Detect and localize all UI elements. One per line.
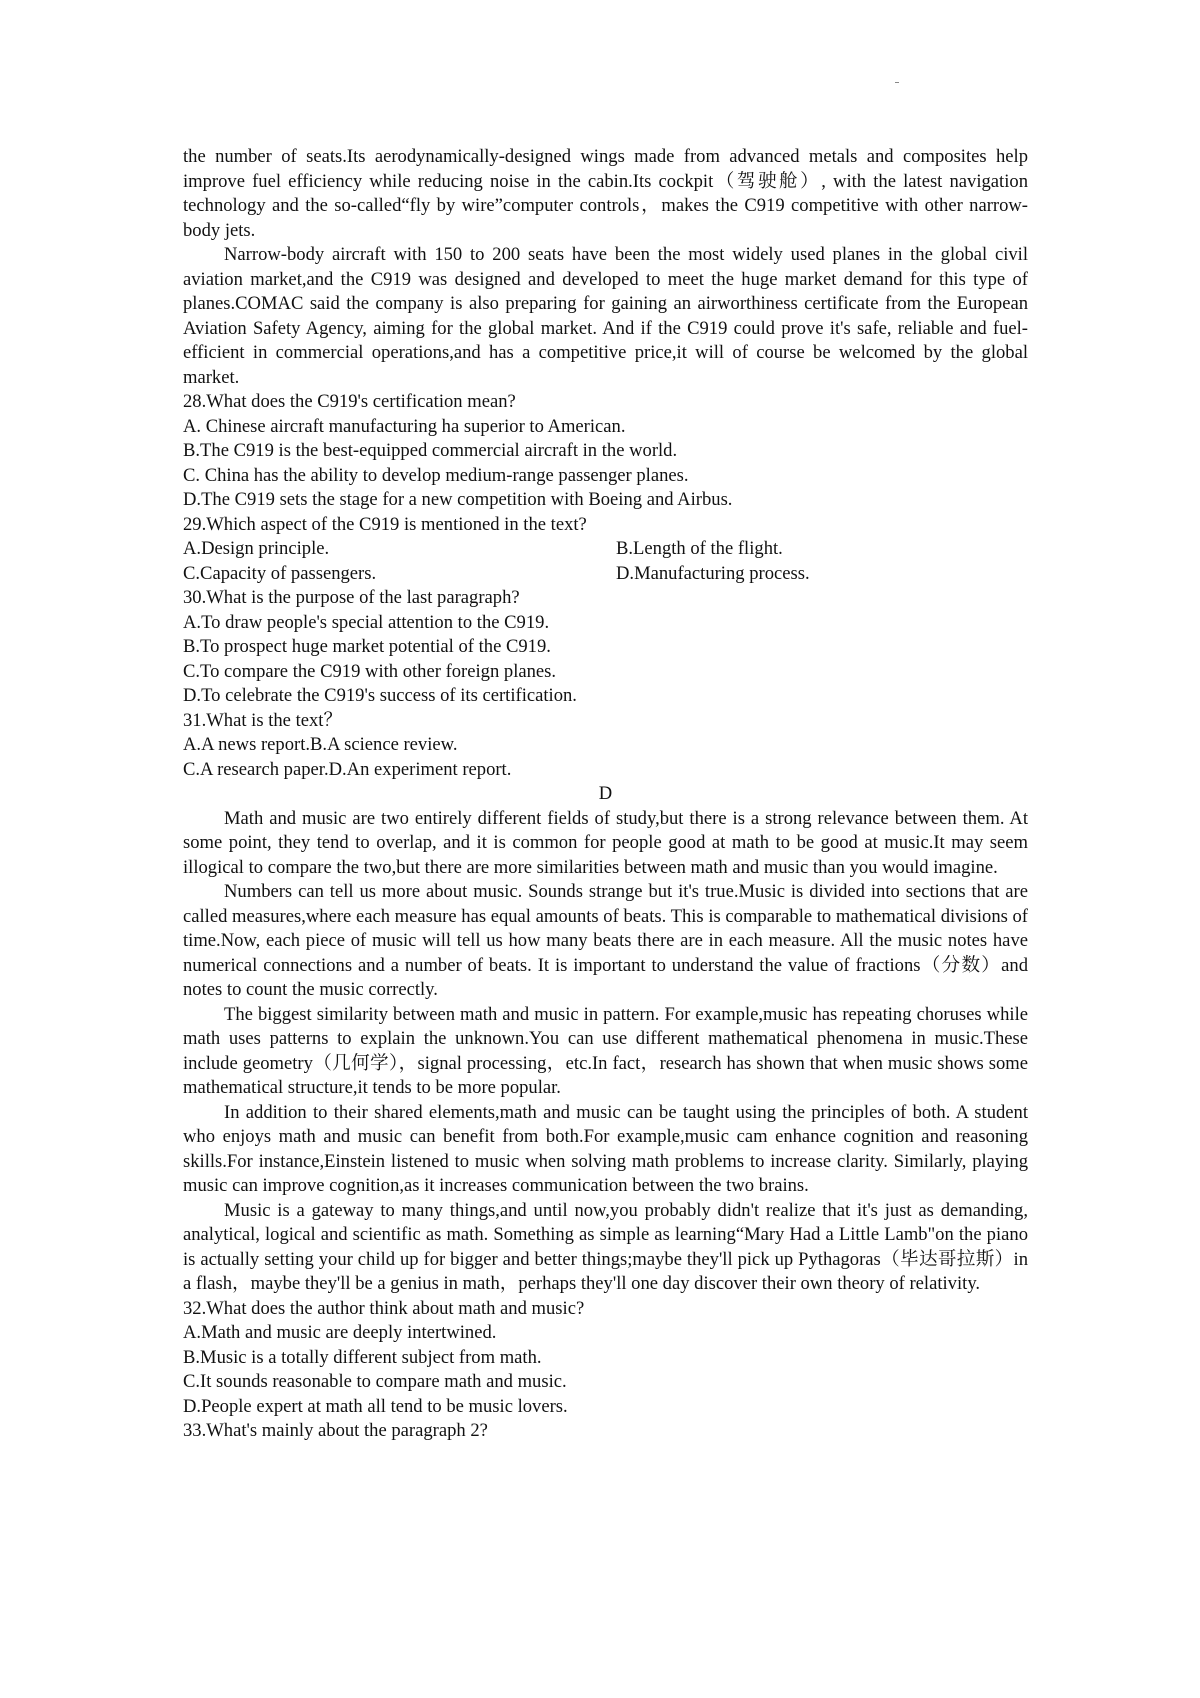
question-33 <box>183 1419 1028 1444</box>
stray-mark <box>895 82 899 83</box>
option-b: B.The C919 is the best-equipped commercial aircraft in the world. <box>183 440 678 461</box>
option-b: B.To prospect huge market potential of the C919. <box>183 636 551 657</box>
question-stem: 33.What's mainly about the paragraph 2? <box>183 1420 488 1441</box>
option-a: A. Chinese aircraft manufacturing ha superior to American. <box>183 415 626 437</box>
option-a: A.Math and music are deeply intertwined. <box>183 1322 497 1343</box>
passage-d-paragraph: Math and music are two entirely different fields of study,but there is a strong relevance between them. At some point, they tend to overlap, and it is common for people good at math to be good at music.It may seem illogical to compare the two,but there are more similarities between math and music than you would imagine. <box>183 807 1028 878</box>
question-31 <box>183 709 1028 783</box>
passage-d-paragraph: Numbers can tell us more about music. Sounds strange but it's true.Music is divided into sections that are called measures,where each measure has equal amounts of beats. This is comparable to mathematical divisions of time.Now, each piece of music will tell us how many beats there are in each measure. All the music notes have numerical connections and a number of beats. It is important to understand the value of fractions（分数）and notes to count the music correctly. <box>183 881 1028 1000</box>
passage-d-paragraph: The biggest similarity between math and music in pattern. For example,music has repeating choruses while math uses patterns to explain the unknown.You can use different mathematical phenomena in music.These include geometry（几何学），signal processing，etc.In fact，research has shown that when music shows some mathematical structure,it tends to be more popular. <box>183 1003 1028 1098</box>
option-c: C.It sounds reasonable to compare math and music. <box>183 1371 567 1392</box>
exam-page <box>183 145 1028 1444</box>
option-c: C.Capacity of passengers. <box>183 562 377 584</box>
option-b: B.Length of the flight. <box>616 538 783 559</box>
option-d: D.Manufacturing process. <box>616 562 810 584</box>
question-stem: 31.What is the text？ <box>183 709 343 731</box>
options-row <box>183 537 1028 562</box>
option-b: B.Music is a totally different subject from math. <box>183 1346 542 1368</box>
option-a: A.To draw people's special attention to the C919. <box>183 611 550 633</box>
option-c: C. China has the ability to develop medium-range passenger planes. <box>183 464 689 486</box>
option-a: A.Design principle. <box>183 538 330 559</box>
question-stem: 30.What is the purpose of the last paragraph? <box>183 587 520 608</box>
passage-c-paragraph: the number of seats.Its aerodynamically-designed wings made from advanced metals and composites help improve fuel efficiency while reducing noise in the cabin.Its cockpit（驾驶舱）, with the latest navigation technology and the so-called“fly by wire”computer controls，makes the C919 competitive with other narrow-body jets. <box>183 146 1028 241</box>
question-stem: 32.What does the author think about math and music? <box>183 1297 585 1319</box>
passage-d-paragraph: In addition to their shared elements,math and music can be taught using the principles of both. A student who enjoys math and music can benefit from both.For example,music cam enhance cognition and reasoning skills.For instance,Einstein listened to music when solving math problems to increase clarity. Similarly, playing music can improve cognition,as it increases communication between the two brains. <box>183 1101 1028 1196</box>
question-stem: 28.What does the C919's certification mean? <box>183 391 516 412</box>
options-row <box>183 562 1028 587</box>
section-heading: D <box>598 783 613 804</box>
passage-c-paragraph: Narrow-body aircraft with 150 to 200 seats have been the most widely used planes in the global civil aviation market,and the C919 was designed and developed to meet the huge market demand for this type of planes.COMAC said the company is also preparing for gaining an airworthiness certificate from the European Aviation Safety Agency, aiming for the global market. And if the C919 could prove it's safe, reliable and fuel-efficient in commercial operations,and has a competitive price,it will of course be welcomed by the global market. <box>183 244 1028 388</box>
option-d: D.The C919 sets the stage for a new competition with Boeing and Airbus. <box>183 489 733 510</box>
question-30 <box>183 586 1028 709</box>
question-29 <box>183 513 1028 587</box>
option-d: D.People expert at math all tend to be music lovers. <box>183 1395 568 1417</box>
question-32 <box>183 1297 1028 1420</box>
passage-d-paragraph: Music is a gateway to many things,and until now,you probably didn't realize that it's just as demanding, analytical, logical and scientific as math. Something as simple as learning“Mary Had a Little Lamb"on the piano is actually setting your child up for bigger and better things;maybe they'll pick up Pythagoras（毕达哥拉斯）in a flash，maybe they'll be a genius in math，perhaps they'll one day discover their own theory of relativity. <box>183 1199 1028 1294</box>
question-28 <box>183 390 1028 513</box>
options-cd: C.A research paper.D.An experiment report. <box>183 758 512 780</box>
question-stem: 29.Which aspect of the C919 is mentioned in the text? <box>183 513 587 535</box>
options-ab: A.A news report.B.A science review. <box>183 734 458 755</box>
option-c: C.To compare the C919 with other foreign planes. <box>183 660 557 682</box>
option-d: D.To celebrate the C919's success of its certification. <box>183 685 577 706</box>
